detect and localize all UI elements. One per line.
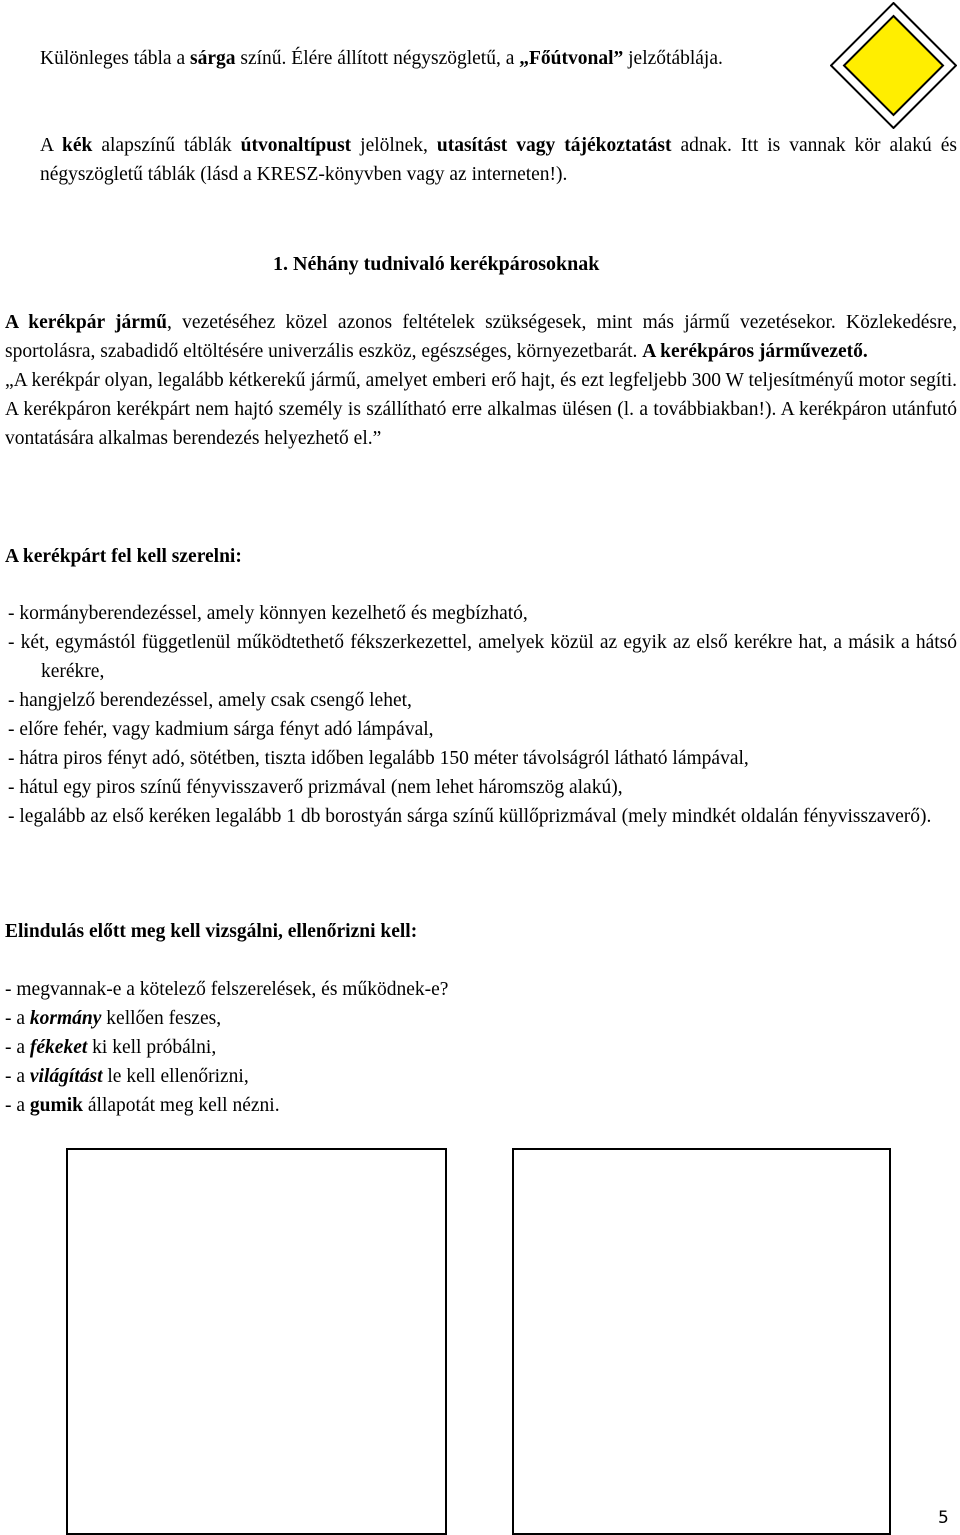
bold-text: gumik	[29, 1095, 84, 1116]
list-item: - kormányberendezéssel, amely könnyen kezelhető és megbízható,	[8, 603, 528, 624]
list-item: - két, egymástól függetlenül működtethető fékszerkezettel, amelyek közül az egyik az első kerékre hat, a másik a hátsó kerékre,	[8, 632, 957, 682]
equipment-list	[8, 599, 957, 831]
bold-text: „Főútvonal”	[519, 48, 624, 69]
emphasis-text: világítást	[29, 1066, 103, 1087]
drawing-box-left	[66, 1148, 447, 1535]
emphasis-text: kormány	[29, 1008, 102, 1029]
list-item	[5, 1091, 905, 1120]
check-heading: Elindulás előtt meg kell vizsgálni, ellenőrizni kell:	[5, 921, 418, 942]
equipment-heading: A kerékpárt fel kell szerelni:	[5, 546, 242, 567]
bold-text: kék	[62, 135, 93, 156]
text: - a	[5, 1066, 30, 1087]
page-number: 5	[938, 1508, 949, 1528]
list-item: - hangjelző berendezéssel, amely csak csengő lehet,	[8, 690, 412, 711]
emphasis-text: fékeket	[29, 1037, 88, 1058]
bicycle-definition	[5, 308, 957, 453]
legal-quote: „A kerékpár olyan, legalább kétkerekű jármű, amelyet emberi erő hajt, és ezt legfeljebb 300 W teljesítményű motor segíti. A kerékpáron kerékpárt nem hajtó személy is szállítható erre alkalmas ülésen (l. a továbbiakban!). A kerékpáron utánfutó vontatására alkalmas berendezés helyezhető el.”	[5, 370, 957, 449]
text: jelölnek,	[351, 135, 437, 156]
list-item: - hátra piros fényt adó, sötétben, tiszta időben legalább 150 méter távolságról látható lámpával,	[8, 748, 749, 769]
section-heading: 1. Néhány tudnivaló kerékpárosoknak	[273, 253, 600, 275]
list-item	[5, 1004, 905, 1033]
paragraph	[5, 308, 957, 366]
bold-text: útvonaltípust	[240, 135, 352, 156]
intro-paragraph-2	[40, 131, 957, 189]
list-item: - előre fehér, vagy kadmium sárga fényt adó lámpával,	[8, 719, 434, 740]
text: adnak. Itt is vannak kör alakú és négyszögletű táblák (lásd a KRESZ-könyvben vagy az interneten!).	[40, 135, 957, 185]
text: ki kell próbálni,	[87, 1037, 217, 1058]
check-list	[5, 975, 905, 1120]
intro-paragraph-1	[40, 44, 815, 73]
text: , vezetéséhez közel azonos feltételek szükségesek, mint más jármű vezetésekor. Közlekedésre, sportolásra, szabadidő eltöltésére univerzális eszköz, egészséges, környezetbarát.	[5, 312, 957, 362]
text: - a	[5, 1095, 30, 1116]
text: állapotát meg kell nézni.	[83, 1095, 280, 1116]
bold-text: sárga	[190, 48, 236, 69]
bold-text: A kerékpáros járművezető.	[642, 341, 868, 362]
text: - a	[5, 1037, 30, 1058]
bold-text: A kerékpár jármű	[5, 312, 168, 333]
text: alapszínű táblák	[92, 135, 241, 156]
text: jelzőtáblája.	[623, 48, 723, 69]
list-item	[5, 1062, 905, 1091]
text: le kell ellenőrizni,	[102, 1066, 249, 1087]
drawing-box-right	[512, 1148, 891, 1535]
text: Különleges tábla a	[40, 48, 190, 69]
list-item: - megvannak-e a kötelező felszerelések, és működnek-e?	[5, 979, 449, 1000]
text: színű. Élére állított négyszögletű, a	[235, 48, 520, 69]
bold-text: utasítást vagy tájékoztatást	[436, 135, 672, 156]
text: - a	[5, 1008, 30, 1029]
priority-road-sign-icon	[830, 2, 957, 129]
list-item	[5, 1033, 905, 1062]
list-item: - hátul egy piros színű fényvisszaverő prizmával (nem lehet háromszög alakú),	[8, 777, 623, 798]
list-item: - legalább az első keréken legalább 1 db borostyán sárga színű küllőprizmával (mely mindkét oldalán fényvisszaverő).	[8, 806, 932, 827]
text: kellően feszes,	[101, 1008, 222, 1029]
text: A	[40, 135, 62, 156]
